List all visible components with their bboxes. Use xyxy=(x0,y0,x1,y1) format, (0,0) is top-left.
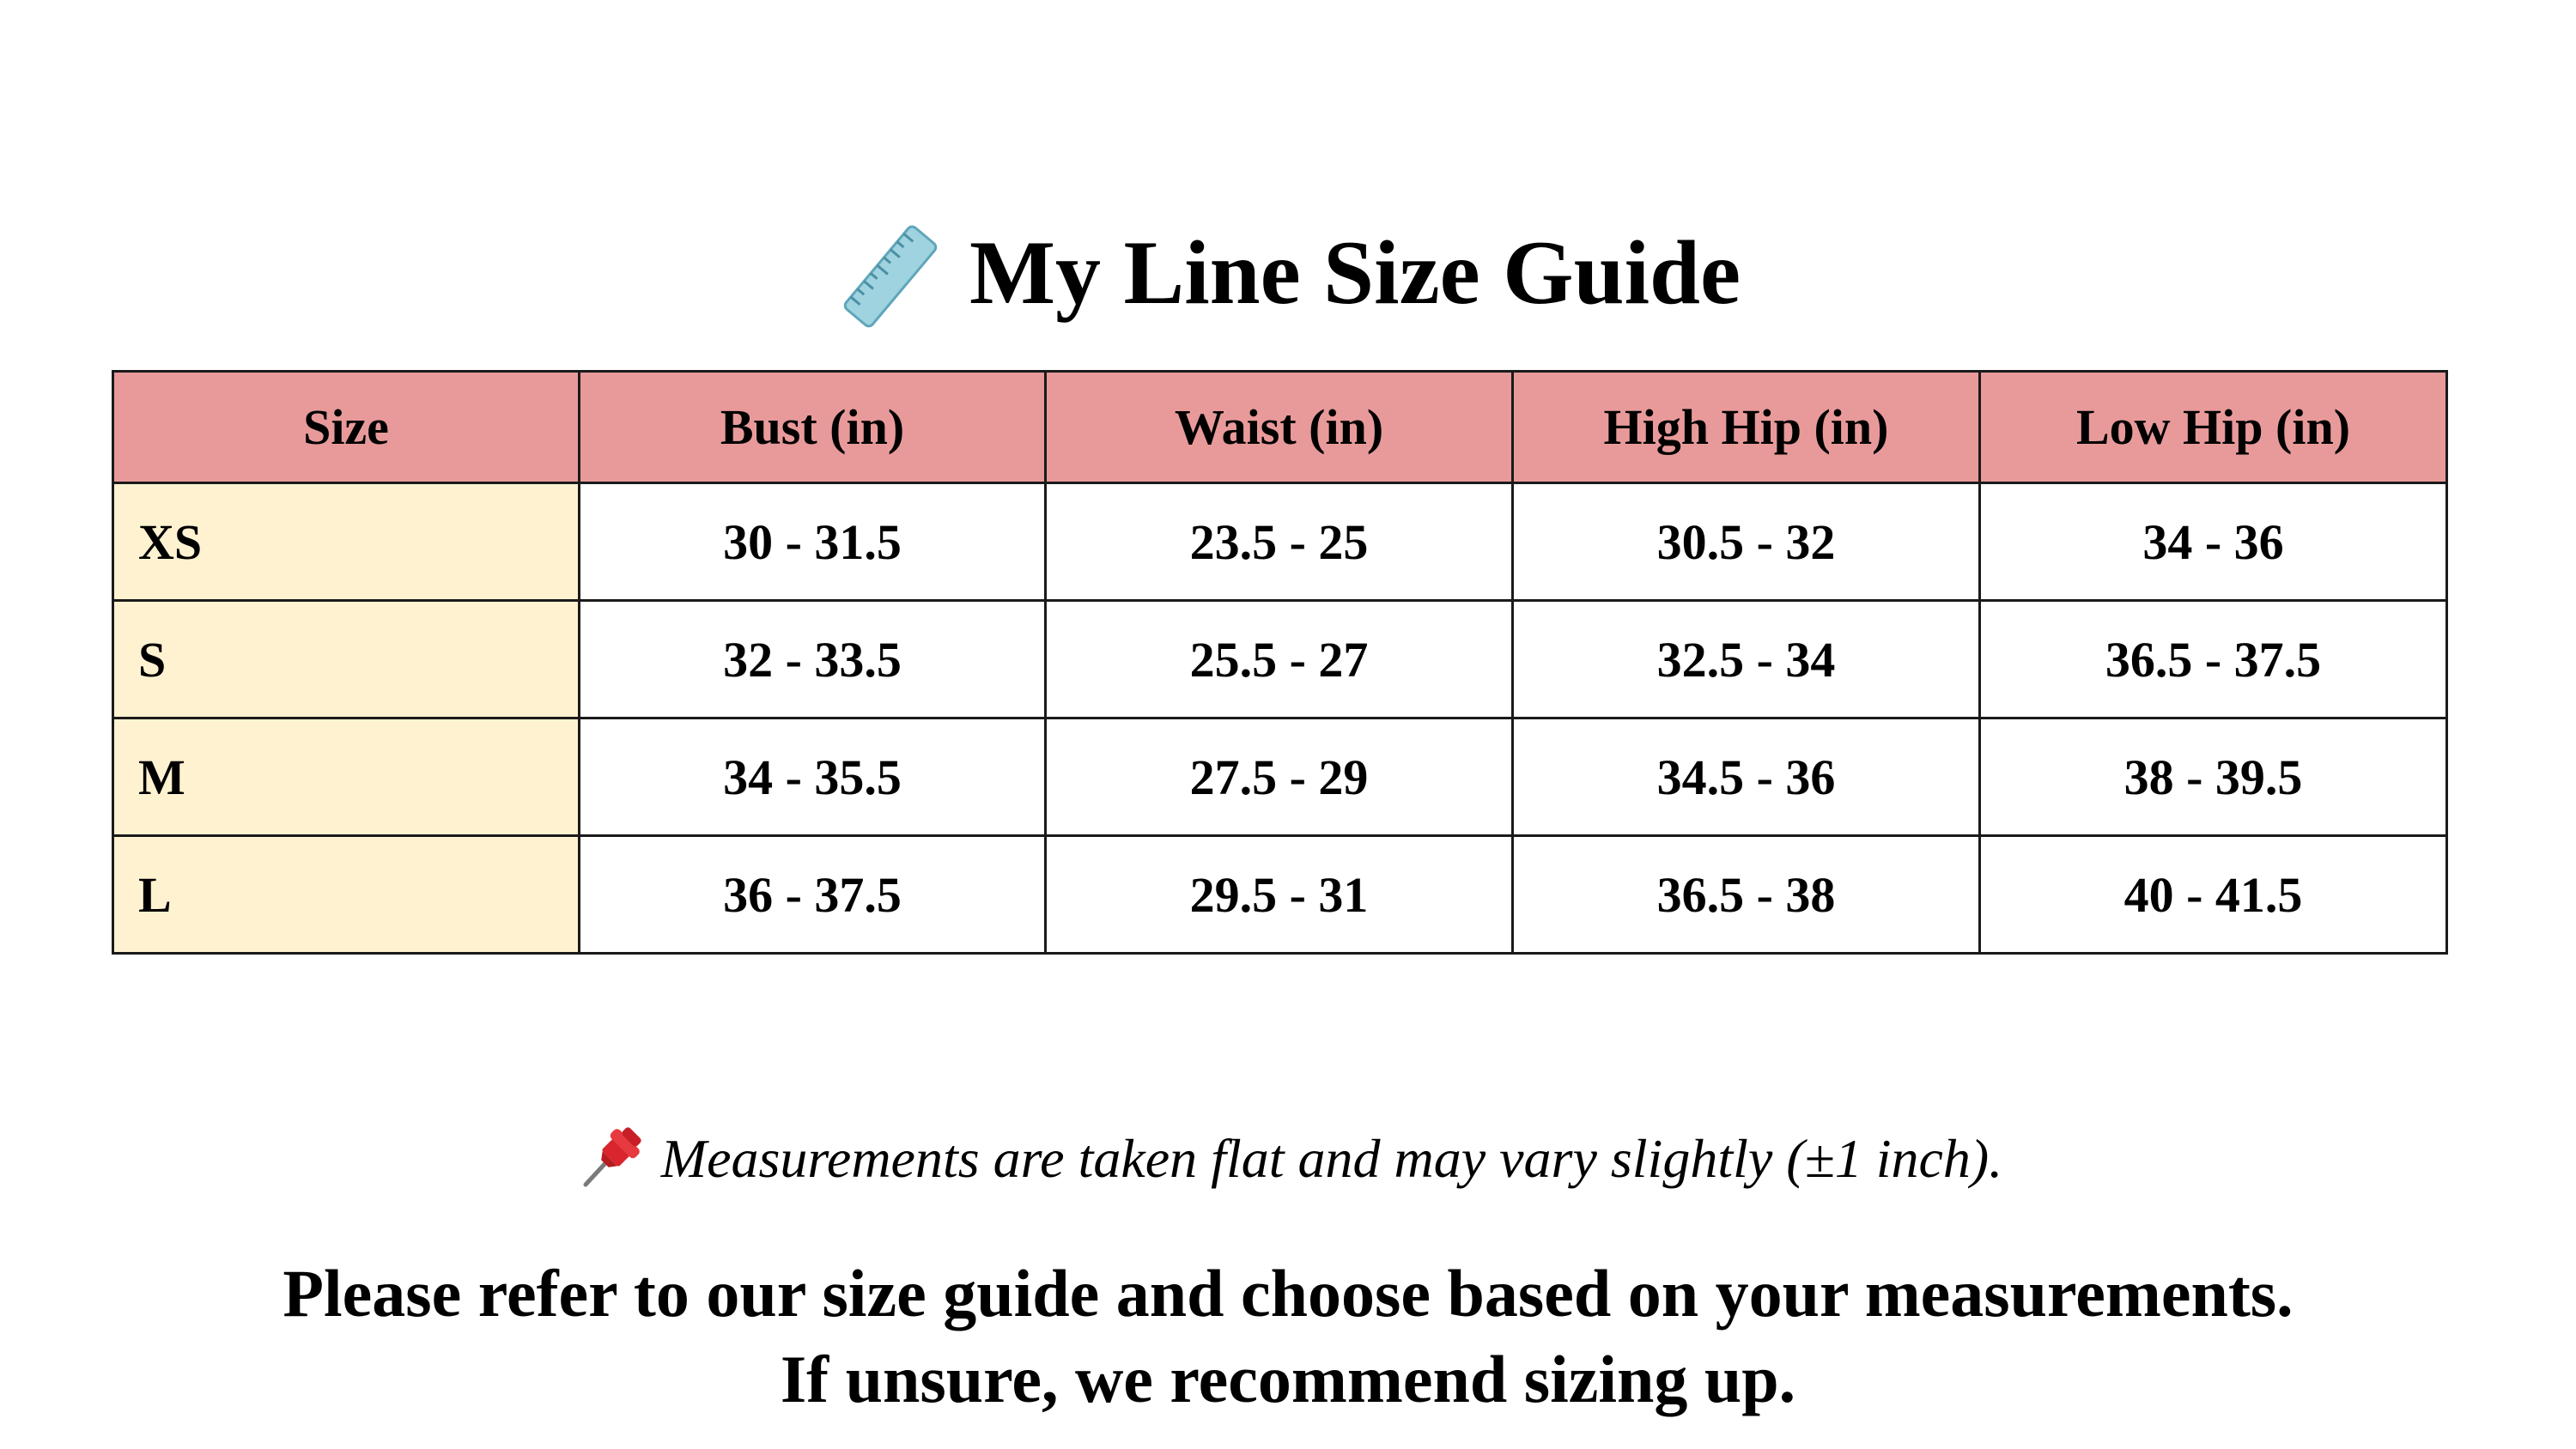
page-title: My Line Size Guide xyxy=(969,222,1741,323)
bust-value: 30 - 31.5 xyxy=(580,483,1046,601)
table-row xyxy=(113,601,2447,718)
size-label: M xyxy=(113,718,580,836)
high-hip-value: 32.5 - 34 xyxy=(1513,601,1980,718)
header-low-hip: Low Hip (in) xyxy=(1980,372,2447,483)
header-waist: Waist (in) xyxy=(1046,372,1513,483)
title-row xyxy=(0,204,2576,342)
bust-value: 32 - 33.5 xyxy=(580,601,1046,718)
high-hip-value: 36.5 - 38 xyxy=(1513,836,1980,954)
header-bust: Bust (in) xyxy=(580,372,1046,483)
size-label: XS xyxy=(113,483,580,601)
note-text: Measurements are taken flat and may vary slightly (±1 inch). xyxy=(660,1128,2003,1189)
high-hip-value: 34.5 - 36 xyxy=(1513,718,1980,836)
high-hip-value: 30.5 - 32 xyxy=(1513,483,1980,601)
table-row xyxy=(113,718,2447,836)
header-size: Size xyxy=(113,372,580,483)
footer-line-2: If unsure, we recommend sizing up. xyxy=(780,1342,1796,1416)
measurement-note xyxy=(0,1120,2576,1197)
footer-line-1: Please refer to our size guide and choose based on your measurements. xyxy=(283,1256,2293,1331)
table-header-row xyxy=(113,372,2447,483)
table-row xyxy=(113,836,2447,954)
waist-value: 27.5 - 29 xyxy=(1046,718,1513,836)
waist-value: 25.5 - 27 xyxy=(1046,601,1513,718)
size-label: S xyxy=(113,601,580,718)
low-hip-value: 40 - 41.5 xyxy=(1980,836,2447,954)
low-hip-value: 36.5 - 37.5 xyxy=(1980,601,2447,718)
low-hip-value: 34 - 36 xyxy=(1980,483,2447,601)
low-hip-value: 38 - 39.5 xyxy=(1980,718,2447,836)
header-high-hip: High Hip (in) xyxy=(1513,372,1980,483)
size-label: L xyxy=(113,836,580,954)
table-row xyxy=(113,483,2447,601)
pushpin-icon xyxy=(574,1123,646,1195)
ruler-icon xyxy=(835,221,945,331)
waist-value: 23.5 - 25 xyxy=(1046,483,1513,601)
size-table xyxy=(112,370,2448,955)
bust-value: 36 - 37.5 xyxy=(580,836,1046,954)
waist-value: 29.5 - 31 xyxy=(1046,836,1513,954)
bust-value: 34 - 35.5 xyxy=(580,718,1046,836)
